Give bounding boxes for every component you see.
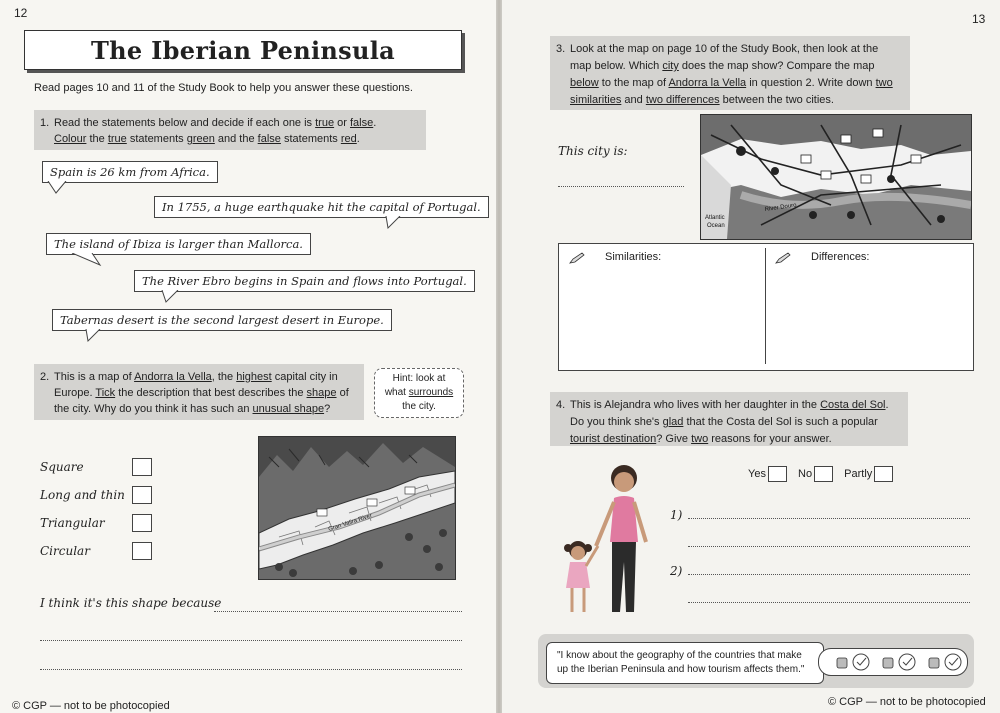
question-number: 4. <box>556 399 566 411</box>
self-assessment-quote: "I know about the geography of the countries that make up the Iberian Peninsula and how tourism affects them." <box>546 642 824 684</box>
answer-line[interactable] <box>688 574 970 575</box>
q4-text: ? Give <box>656 433 692 445</box>
hint-text: what <box>384 387 409 398</box>
left-page <box>0 0 496 713</box>
q4-two: two <box>691 433 709 445</box>
q3-text: does the map show? Compare the map <box>678 60 875 72</box>
answer-line[interactable] <box>688 546 970 547</box>
shape-option-long-thin: Long and thin <box>40 488 125 502</box>
copyright-footer: © CGP — not to be photocopied <box>12 700 170 712</box>
statement-text: Spain is 26 km from Africa. <box>50 165 210 179</box>
q2-highest: highest <box>236 371 272 383</box>
q1-text: or <box>334 117 350 129</box>
triangular-checkbox[interactable] <box>132 514 152 532</box>
statement-text: The River Ebro begins in Spain and flows into Portugal. <box>142 274 467 288</box>
this-city-prompt: This city is: <box>558 144 628 158</box>
question-number: 1. <box>40 117 50 129</box>
q1-false: false <box>257 133 281 145</box>
answer-options <box>748 466 893 482</box>
q2-unusual: unusual shape <box>252 403 325 415</box>
title-box <box>24 30 462 70</box>
question-3-band <box>550 36 910 110</box>
long-thin-checkbox[interactable] <box>132 486 152 504</box>
q1-green: green <box>186 133 215 145</box>
square-checkbox[interactable] <box>132 458 152 476</box>
q3-text: between the two cities. <box>719 94 834 106</box>
partly-checkbox[interactable] <box>874 466 893 482</box>
q1-text: Read the statements below and decide if each one is <box>54 117 316 129</box>
copyright-footer: © CGP — not to be photocopied <box>828 696 986 708</box>
q4-glad: glad <box>662 416 684 428</box>
pencil-icon <box>569 252 585 264</box>
answer-label-2: 2) <box>670 564 683 578</box>
map-river-label: Gran Valira River <box>327 513 373 533</box>
compare-divider <box>765 248 766 364</box>
porto-map-drawing <box>701 115 971 239</box>
q3-text: and <box>621 94 646 106</box>
page-number: 12 <box>14 6 28 20</box>
q3-city: city <box>662 60 679 72</box>
q4-text: reasons for your answer. <box>708 433 832 445</box>
q1-text: the <box>86 133 108 145</box>
q1-red: red <box>340 133 357 145</box>
answer-line[interactable] <box>214 611 462 612</box>
hint-box <box>374 368 464 418</box>
q3-andorra: Andorra la Vella <box>668 77 747 89</box>
shape-option-circular: Circular <box>40 544 90 558</box>
q4-tourist: tourist destination <box>570 433 657 445</box>
q2-text: This is a map of <box>54 371 135 383</box>
question-4-band <box>550 392 908 446</box>
statement-text: The island of Ibiza is larger than Mallorca. <box>54 237 303 251</box>
q4-text: that the Costa del Sol is such a popular <box>683 416 878 428</box>
q1-text: . <box>373 117 377 129</box>
right-page <box>502 0 1000 713</box>
no-checkbox[interactable] <box>814 466 833 482</box>
q2-text: , the <box>211 371 237 383</box>
intro-text: Read pages 10 and 11 of the Study Book to help you answer these questions. <box>34 82 413 94</box>
answer-line[interactable] <box>688 602 970 603</box>
q1-colour: Colour <box>54 133 87 145</box>
differences-label: Differences: <box>811 251 870 263</box>
q2-text: ? <box>324 403 331 415</box>
hint-text: Hint: look at <box>392 373 446 384</box>
q3-below: below <box>570 77 599 89</box>
circular-checkbox[interactable] <box>132 542 152 560</box>
q2-text: of the city. Why do you think it has such an <box>54 387 349 415</box>
pencil-icon <box>775 252 791 264</box>
answer-line[interactable] <box>40 669 462 670</box>
map-ocean-label: Ocean <box>707 223 725 229</box>
page-title: The Iberian Peninsula <box>91 35 395 65</box>
hint-surrounds: surrounds <box>408 387 454 398</box>
q3-text: to the map of <box>598 77 669 89</box>
map-ocean-label: Atlantic <box>705 215 725 221</box>
bubble-tail <box>84 329 114 343</box>
q1-false: false <box>350 117 374 129</box>
yes-label: Yes <box>748 467 766 480</box>
question-number: 3. <box>556 43 566 55</box>
statement-text: Tabernas desert is the second largest desert in Europe. <box>60 313 384 327</box>
statement-bubble-5[interactable] <box>52 309 392 331</box>
q1-text: statements <box>280 133 341 145</box>
compare-box[interactable] <box>558 243 974 371</box>
statement-text: In 1755, a huge earthquake hit the capital of Portugal. <box>162 200 481 214</box>
q1-true: true <box>315 117 335 129</box>
bubble-tail <box>380 216 410 230</box>
q1-true: true <box>107 133 127 145</box>
question-number: 2. <box>40 371 50 383</box>
question-1-band <box>34 110 426 150</box>
q4-costa: Costa del Sol <box>820 399 886 411</box>
q3-two-differences: two differences <box>645 94 720 106</box>
answer-line[interactable] <box>40 640 462 641</box>
map-river-label: River Douro <box>764 202 797 213</box>
q2-andorra: Andorra la Vella <box>134 371 212 383</box>
q1-text: and the <box>214 133 258 145</box>
q2-text: the description that best describes the <box>115 387 307 399</box>
statement-bubble-2[interactable] <box>154 196 489 218</box>
q3-text: Look at the map on page 10 of the Study Book, then look at the map below. Which <box>570 43 879 72</box>
because-prompt: I think it's this shape because <box>40 596 222 610</box>
q3-text: in question 2. Write down <box>746 77 876 89</box>
rating-scale[interactable] <box>818 648 968 676</box>
similarities-label: Similarities: <box>605 251 662 263</box>
answer-label-1: 1) <box>670 508 683 522</box>
statement-bubble-3[interactable] <box>46 233 311 255</box>
q1-text: statements <box>126 133 187 145</box>
yes-checkbox[interactable] <box>768 466 787 482</box>
q2-shape: shape <box>306 387 337 399</box>
alejandra-illustration <box>556 462 666 622</box>
andorra-map-drawing <box>259 437 455 579</box>
statement-bubble-1[interactable] <box>42 161 218 183</box>
bubble-tail <box>70 253 110 267</box>
page-number: 13 <box>972 12 986 26</box>
q3-two-similarities: two similarities <box>570 77 893 106</box>
shape-option-triangular: Triangular <box>40 516 105 530</box>
partly-label: Partly <box>844 467 873 480</box>
q1-text: . <box>356 133 360 145</box>
bubble-tail <box>46 181 76 195</box>
bubble-tail <box>160 290 190 304</box>
city-answer-line[interactable] <box>558 186 684 187</box>
porto-map <box>700 114 972 240</box>
no-label: No <box>798 467 813 480</box>
question-2-band <box>34 364 364 420</box>
q4-text: . Do you think she's <box>570 399 889 428</box>
q2-tick: Tick <box>95 387 116 399</box>
q4-text: This is Alejandra who lives with her daughter in the <box>570 399 821 411</box>
rating-icons <box>819 649 967 675</box>
statement-bubble-4[interactable] <box>134 270 475 292</box>
andorra-map <box>258 436 456 580</box>
q2-text: capital city in Europe. <box>54 371 338 399</box>
answer-line[interactable] <box>688 518 970 519</box>
shape-option-square: Square <box>40 460 84 474</box>
hint-text: the city. <box>402 401 436 412</box>
